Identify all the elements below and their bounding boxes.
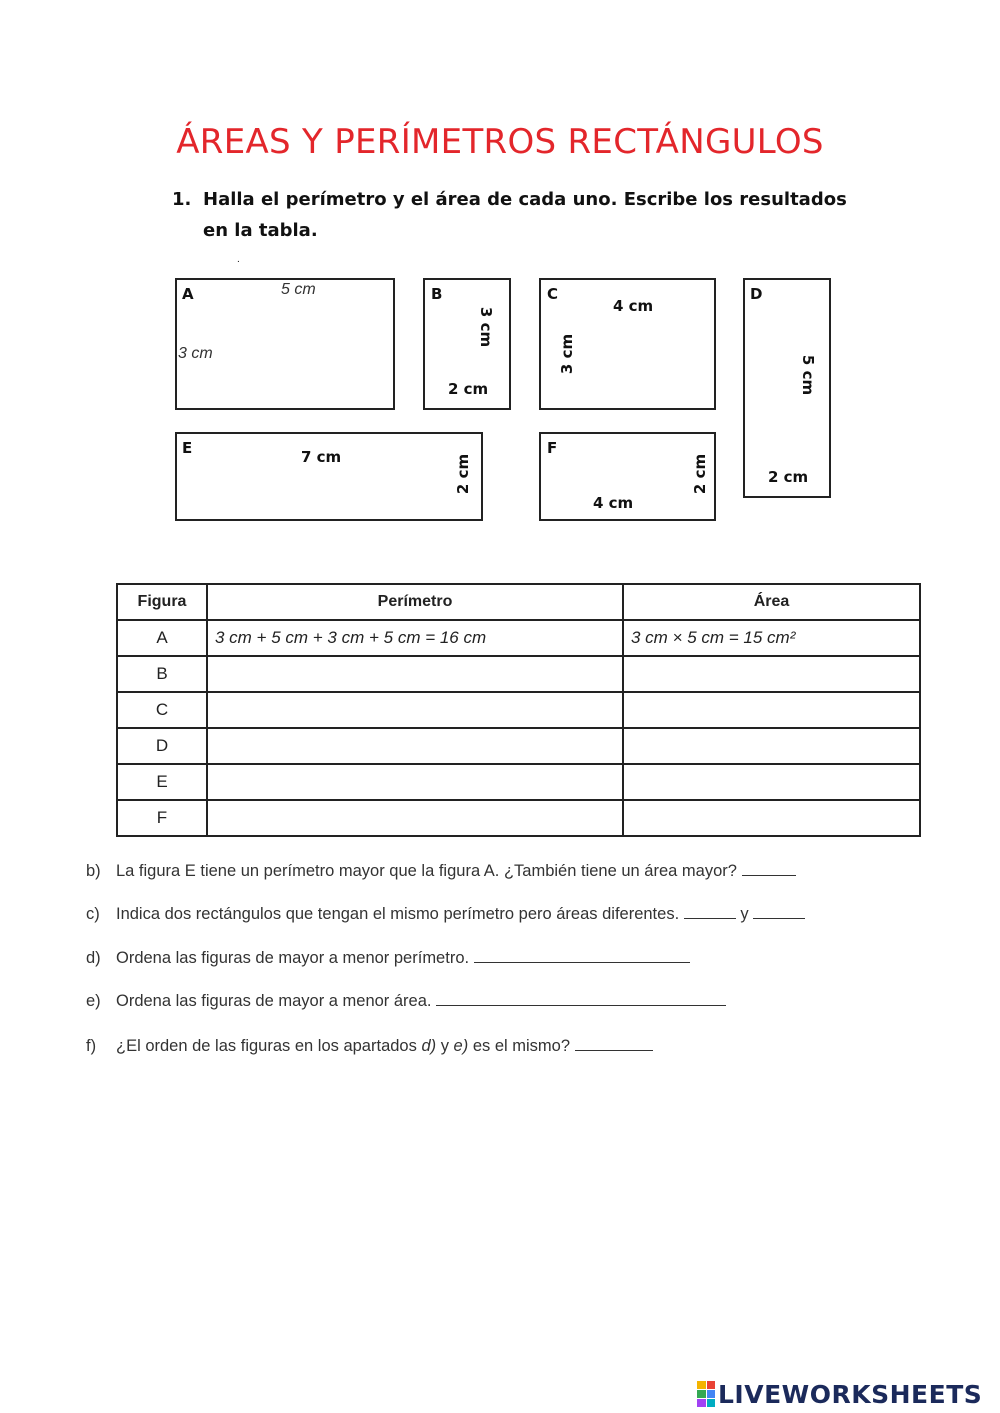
- question-e-letter: e): [86, 992, 101, 1010]
- question-f-ref-e: e): [453, 1037, 469, 1055]
- rectangle-d-height-label: 5 cm: [799, 354, 817, 396]
- question-d: [86, 948, 690, 968]
- rectangle-a-letter: A: [182, 285, 194, 303]
- stray-dot: .: [237, 254, 240, 265]
- question-c-letter: c): [86, 905, 100, 923]
- instruction-text: Halla el perímetro y el área de cada uno. Escribe los resultados en la tabla.: [203, 189, 847, 241]
- logo-text: LIVEWORKSHEETS: [718, 1379, 983, 1409]
- area-answer-cell[interactable]: [623, 728, 920, 764]
- logo-icon: [697, 1381, 715, 1407]
- figure-cell: B: [117, 656, 207, 692]
- question-f-text-after: es el mismo?: [472, 1037, 571, 1055]
- rectangle-e: [175, 432, 483, 521]
- figure-cell: F: [117, 800, 207, 836]
- figure-cell: C: [117, 692, 207, 728]
- question-f-text-before: ¿El orden de las figuras en los apartados: [116, 1037, 417, 1055]
- liveworksheets-logo: [697, 1379, 982, 1409]
- question-e-answer-blank[interactable]: [436, 991, 726, 1006]
- question-c-answer-blank-1[interactable]: [684, 904, 736, 919]
- area-answer-cell[interactable]: [623, 764, 920, 800]
- figure-cell: A: [117, 620, 207, 656]
- header-figura: Figura: [117, 584, 207, 620]
- table-row: [117, 764, 920, 800]
- question-b-answer-blank[interactable]: [742, 861, 796, 876]
- rectangle-e-width-label: 7 cm: [301, 448, 342, 466]
- rectangle-d-letter: D: [750, 285, 763, 303]
- perimeter-cell: 3 cm + 5 cm + 3 cm + 5 cm = 16 cm: [207, 620, 623, 656]
- rectangle-c-letter: C: [547, 285, 559, 303]
- rectangle-b-letter: B: [431, 285, 443, 303]
- table-row: [117, 620, 920, 656]
- question-e-text: Ordena las figuras de mayor a menor área.: [116, 992, 432, 1010]
- question-f-letter: f): [86, 1037, 97, 1055]
- perimeter-answer-cell[interactable]: [207, 764, 623, 800]
- rectangle-e-height-label: 2 cm: [454, 453, 472, 495]
- question-f: [86, 1036, 653, 1056]
- area-cell: 3 cm × 5 cm = 15 cm²: [623, 620, 920, 656]
- rectangle-f-height-label: 2 cm: [691, 453, 709, 495]
- rectangle-f-width-label: 4 cm: [593, 494, 634, 512]
- question-f-mid: y: [440, 1037, 449, 1055]
- perimeter-answer-cell[interactable]: [207, 800, 623, 836]
- figure-cell: E: [117, 764, 207, 800]
- rectangle-c-width-label: 4 cm: [613, 297, 654, 315]
- question-b: [86, 861, 796, 881]
- perimeter-answer-cell[interactable]: [207, 656, 623, 692]
- question-c-answer-blank-2[interactable]: [753, 904, 805, 919]
- rectangle-c-height-label: 3 cm: [558, 333, 576, 375]
- rectangle-f-letter: F: [547, 439, 558, 457]
- table-row: [117, 800, 920, 836]
- question-d-letter: d): [86, 949, 101, 967]
- question-c-text: Indica dos rectángulos que tengan el mismo perímetro pero áreas diferentes.: [116, 905, 680, 923]
- question-d-answer-blank[interactable]: [474, 948, 690, 963]
- header-area: Área: [623, 584, 920, 620]
- figure-cell: D: [117, 728, 207, 764]
- instruction-number: 1.: [172, 189, 192, 210]
- rectangle-d: [743, 278, 831, 498]
- question-f-ref-d: d): [421, 1037, 437, 1055]
- question-d-text: Ordena las figuras de mayor a menor perímetro.: [116, 949, 470, 967]
- table-row: [117, 728, 920, 764]
- results-table: [116, 583, 921, 837]
- question-b-letter: b): [86, 862, 101, 880]
- perimeter-answer-cell[interactable]: [207, 728, 623, 764]
- table-row: [117, 692, 920, 728]
- question-f-answer-blank[interactable]: [575, 1036, 653, 1051]
- rectangle-b-height-label: 3 cm: [477, 306, 495, 348]
- page-title: ÁREAS Y PERÍMETROS RECTÁNGULOS: [176, 122, 824, 162]
- question-b-text: La figura E tiene un perímetro mayor que la figura A. ¿También tiene un área mayor?: [116, 862, 737, 880]
- area-answer-cell[interactable]: [623, 800, 920, 836]
- rectangle-d-width-label: 2 cm: [768, 468, 809, 486]
- rectangle-e-letter: E: [182, 439, 193, 457]
- question-c: [86, 904, 805, 924]
- table-header-row: [117, 584, 920, 620]
- perimeter-answer-cell[interactable]: [207, 692, 623, 728]
- table-row: [117, 656, 920, 692]
- rectangle-a-width-label: 5 cm: [281, 281, 316, 298]
- header-perimetro: Perímetro: [207, 584, 623, 620]
- question-e: [86, 991, 726, 1011]
- rectangle-b-width-label: 2 cm: [448, 380, 489, 398]
- rectangle-a-height-label: 3 cm: [178, 345, 213, 362]
- area-answer-cell[interactable]: [623, 692, 920, 728]
- question-c-joiner: y: [740, 905, 749, 923]
- area-answer-cell[interactable]: [623, 656, 920, 692]
